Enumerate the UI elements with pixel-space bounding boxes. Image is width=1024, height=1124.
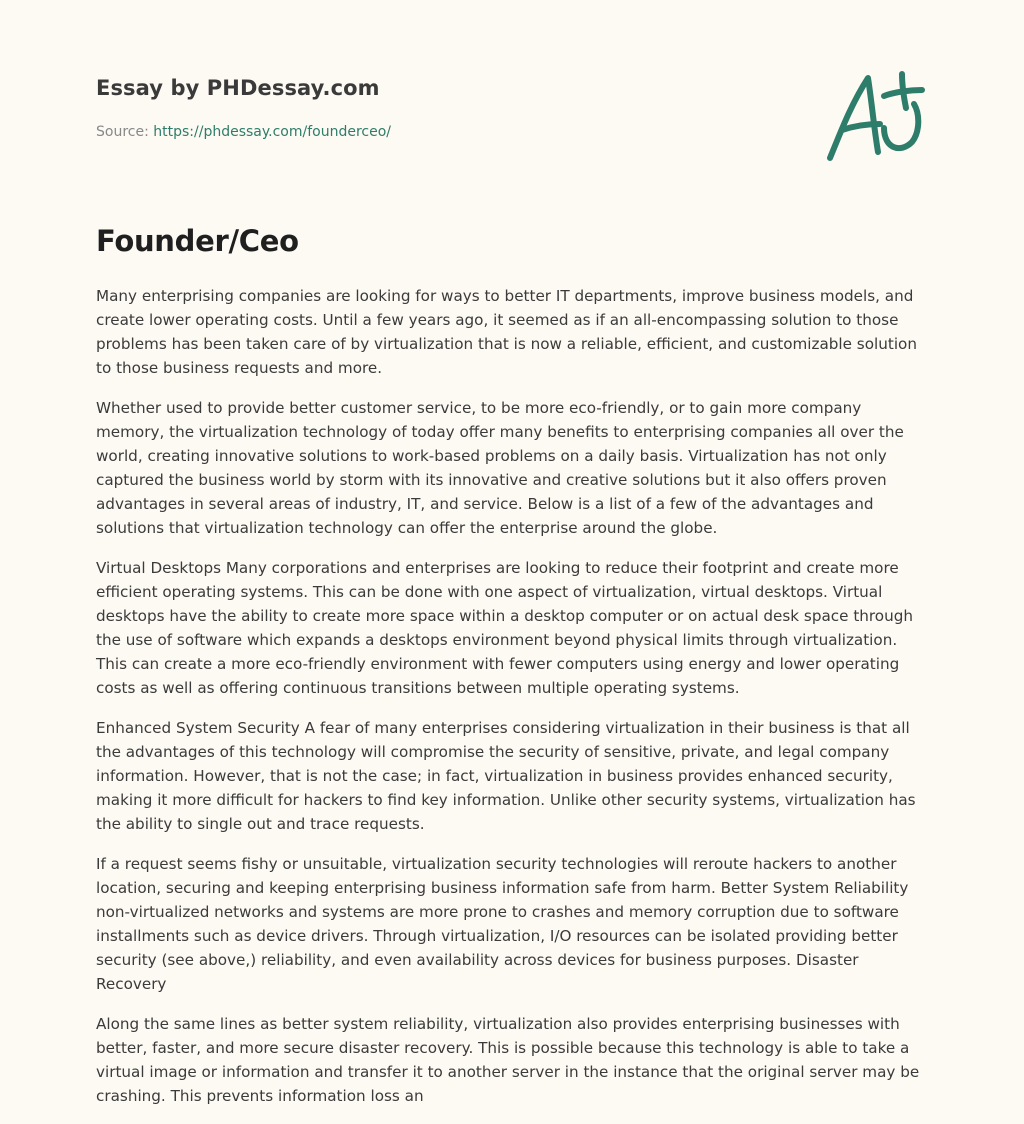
- source-link[interactable]: https://phdessay.com/founderceo/: [153, 124, 392, 140]
- essay-title: Founder/Ceo: [96, 224, 299, 258]
- essay-paragraph: Many enterprising companies are looking for ways to better IT departments, improve business models, and create lower operating costs. Until a few years ago, it seemed as if an all-encompassing solution to those problems has been taken care of by virtualization that is now a reliable, efficient, and customizable solution to those business requests and more.: [96, 287, 917, 377]
- essay-body: [96, 284, 930, 1124]
- essay-paragraph: Along the same lines as better system reliability, virtualization also provides enterprising businesses with better, faster, and more secure disaster recovery. This is possible because this technology is able to take a virtual image or information and transfer it to another server in the instance that the original server may be crashing. This prevents information loss an: [96, 1015, 920, 1105]
- page-header: [96, 0, 928, 200]
- essay-paragraph: If a request seems fishy or unsuitable, virtualization security technologies will reroute hackers to another location, securing and keeping enterprising business information safe from harm. Better System Reliability non-virtualized networks and systems are more prone to crashes and memory corruption due to software installments such as device drivers. Through virtualization, I/O resources can be isolated providing better security (see above,) reliability, and even availability across devices for business purposes. Disaster Recovery: [96, 855, 909, 993]
- essay-paragraph: Enhanced System Security A fear of many enterprises considering virtualization in their business is that all the advantages of this technology will compromise the security of sensitive, private, and legal company information. However, that is not the case; in fact, virtualization in business provides enhanced security, making it more difficult for hackers to find key information. Unlike other security systems, virtualization has the ability to single out and trace requests.: [96, 719, 916, 833]
- source-line: [96, 124, 391, 140]
- brand-title: Essay by PHDessay.com: [96, 76, 380, 100]
- essay-paragraph: Virtual Desktops Many corporations and enterprises are looking to reduce their footprint and create more efficient operating systems. This can be done with one aspect of virtualization, virtual desktops. Virtual desktops have the ability to create more space within a desktop computer or on actual desk space through the use of software which expands a desktops environment beyond physical limits through virtualization. This can create a more eco-friendly environment with fewer computers using energy and lower operating costs as well as offering continuous transitions between multiple operating systems.: [96, 559, 913, 697]
- essay-paragraph: Whether used to provide better customer service, to be more eco-friendly, or to gain more company memory, the virtualization technology of today offer many benefits to enterprising companies all over the world, creating innovative solutions to work-based problems on a daily basis. Virtualization has not only captured the business world by storm with its innovative and creative solutions but it also offers proven advantages in several areas of industry, IT, and service. Below is a list of a few of the advantages and solutions that virtualization technology can offer the enterprise around the globe.: [96, 399, 904, 537]
- source-label: Source:: [96, 124, 154, 140]
- a-plus-logo-icon: [824, 66, 928, 166]
